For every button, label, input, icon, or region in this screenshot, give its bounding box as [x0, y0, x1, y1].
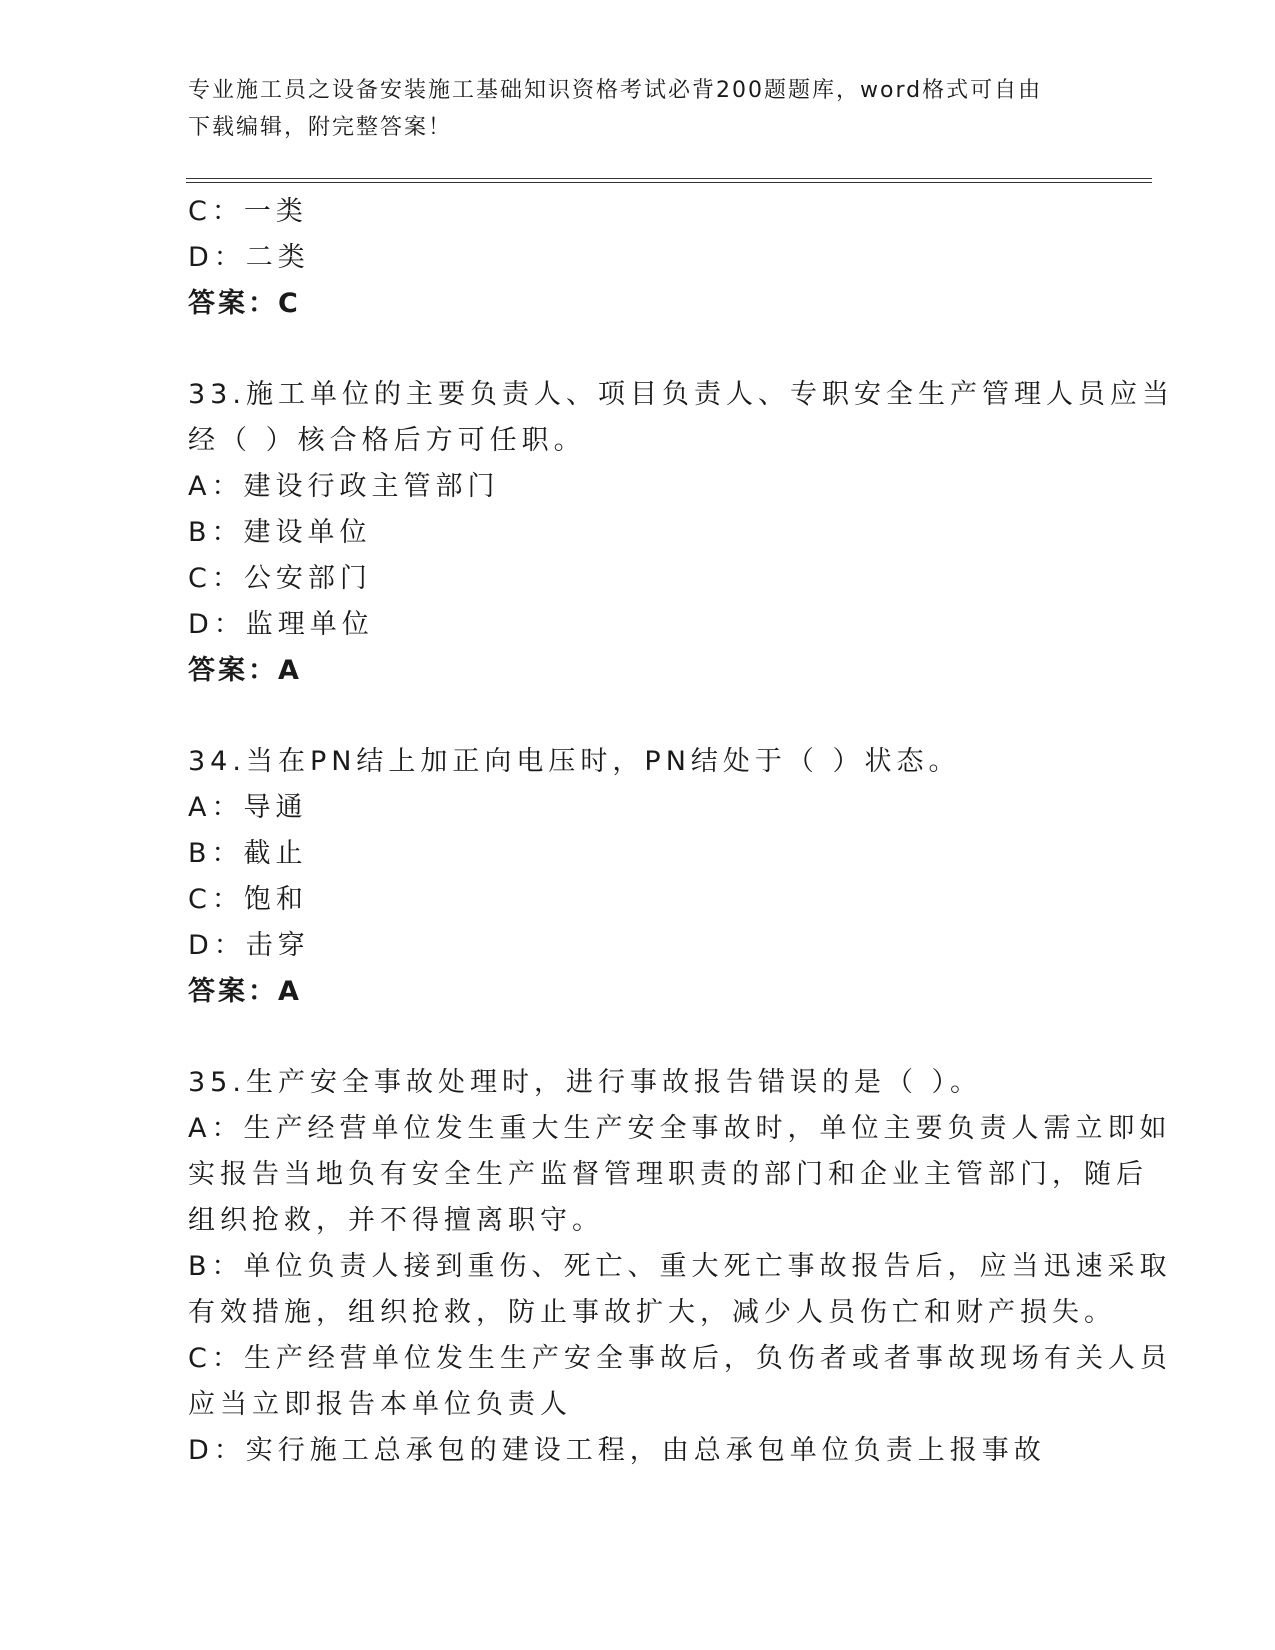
- q34-option-a: A：导通: [188, 792, 308, 823]
- q35-option-c-line-2: 应当立即报告本单位负责人: [188, 1389, 572, 1420]
- q33-answer: 答案：A: [188, 655, 302, 686]
- q33-option-d: D：监理单位: [188, 609, 374, 640]
- q33-option-a: A：建设行政主管部门: [188, 471, 500, 502]
- question-34: [188, 739, 1088, 1015]
- spacer: [188, 327, 1088, 372]
- document-header: [188, 72, 1068, 146]
- header-divider-top: [186, 178, 1152, 179]
- q34-stem: 34.当在PN结上加正向电压时，PN结处于（ ）状态。: [188, 746, 961, 777]
- q34-answer: 答案：A: [188, 976, 302, 1007]
- q35-option-c-line-1: C：生产经营单位发生生产安全事故后，负伤者或者事故现场有关人员: [188, 1343, 1172, 1374]
- q33-option-b: B：建设单位: [188, 517, 372, 548]
- q34-option-c: C：饱和: [188, 884, 308, 915]
- header-line-1: 专业施工员之设备安装施工基础知识资格考试必背200题题库，word格式可自由: [188, 78, 1043, 103]
- q35-option-b-line-2: 有效措施，组织抢救，防止事故扩大，减少人员伤亡和财产损失。: [188, 1297, 1116, 1328]
- question-content: [188, 189, 1174, 1474]
- q35-option-a-line-2: 实报告当地负有安全生产监督管理职责的部门和企业主管部门，随后: [188, 1159, 1148, 1190]
- q35-option-a-line-1: A：生产经营单位发生重大生产安全事故时，单位主要负责人需立即如: [188, 1113, 1172, 1144]
- q35-option-d: D：实行施工总承包的建设工程，由总承包单位负责上报事故: [188, 1435, 1046, 1466]
- header-divider-bottom: [186, 182, 1152, 183]
- q33-stem-line-1: 33.施工单位的主要负责人、项目负责人、专职安全生产管理人员应当: [188, 379, 1174, 410]
- spacer: [188, 1015, 1088, 1060]
- q32-answer: 答案：C: [188, 288, 301, 319]
- q35-option-b-line-1: B：单位负责人接到重伤、死亡、重大死亡事故报告后，应当迅速采取: [188, 1251, 1172, 1282]
- q34-option-b: B：截止: [188, 838, 308, 869]
- question-33: [188, 372, 1174, 694]
- spacer: [188, 694, 1088, 739]
- question-35: [188, 1060, 1172, 1474]
- q33-option-c: C：公安部门: [188, 563, 372, 594]
- q32-option-d: D：二类: [188, 242, 310, 273]
- q32-option-c: C：一类: [188, 196, 308, 227]
- question-32: [188, 189, 1088, 327]
- q35-option-a-line-3: 组织抢救，并不得擅离职守。: [188, 1205, 604, 1236]
- q34-option-d: D：击穿: [188, 930, 310, 961]
- q35-stem: 35.生产安全事故处理时，进行事故报告错误的是（ ）。: [188, 1067, 983, 1098]
- q33-stem-line-2: 经（ ）核合格后方可任职。: [188, 425, 586, 456]
- header-line-2: 下载编辑，附完整答案！: [188, 115, 453, 140]
